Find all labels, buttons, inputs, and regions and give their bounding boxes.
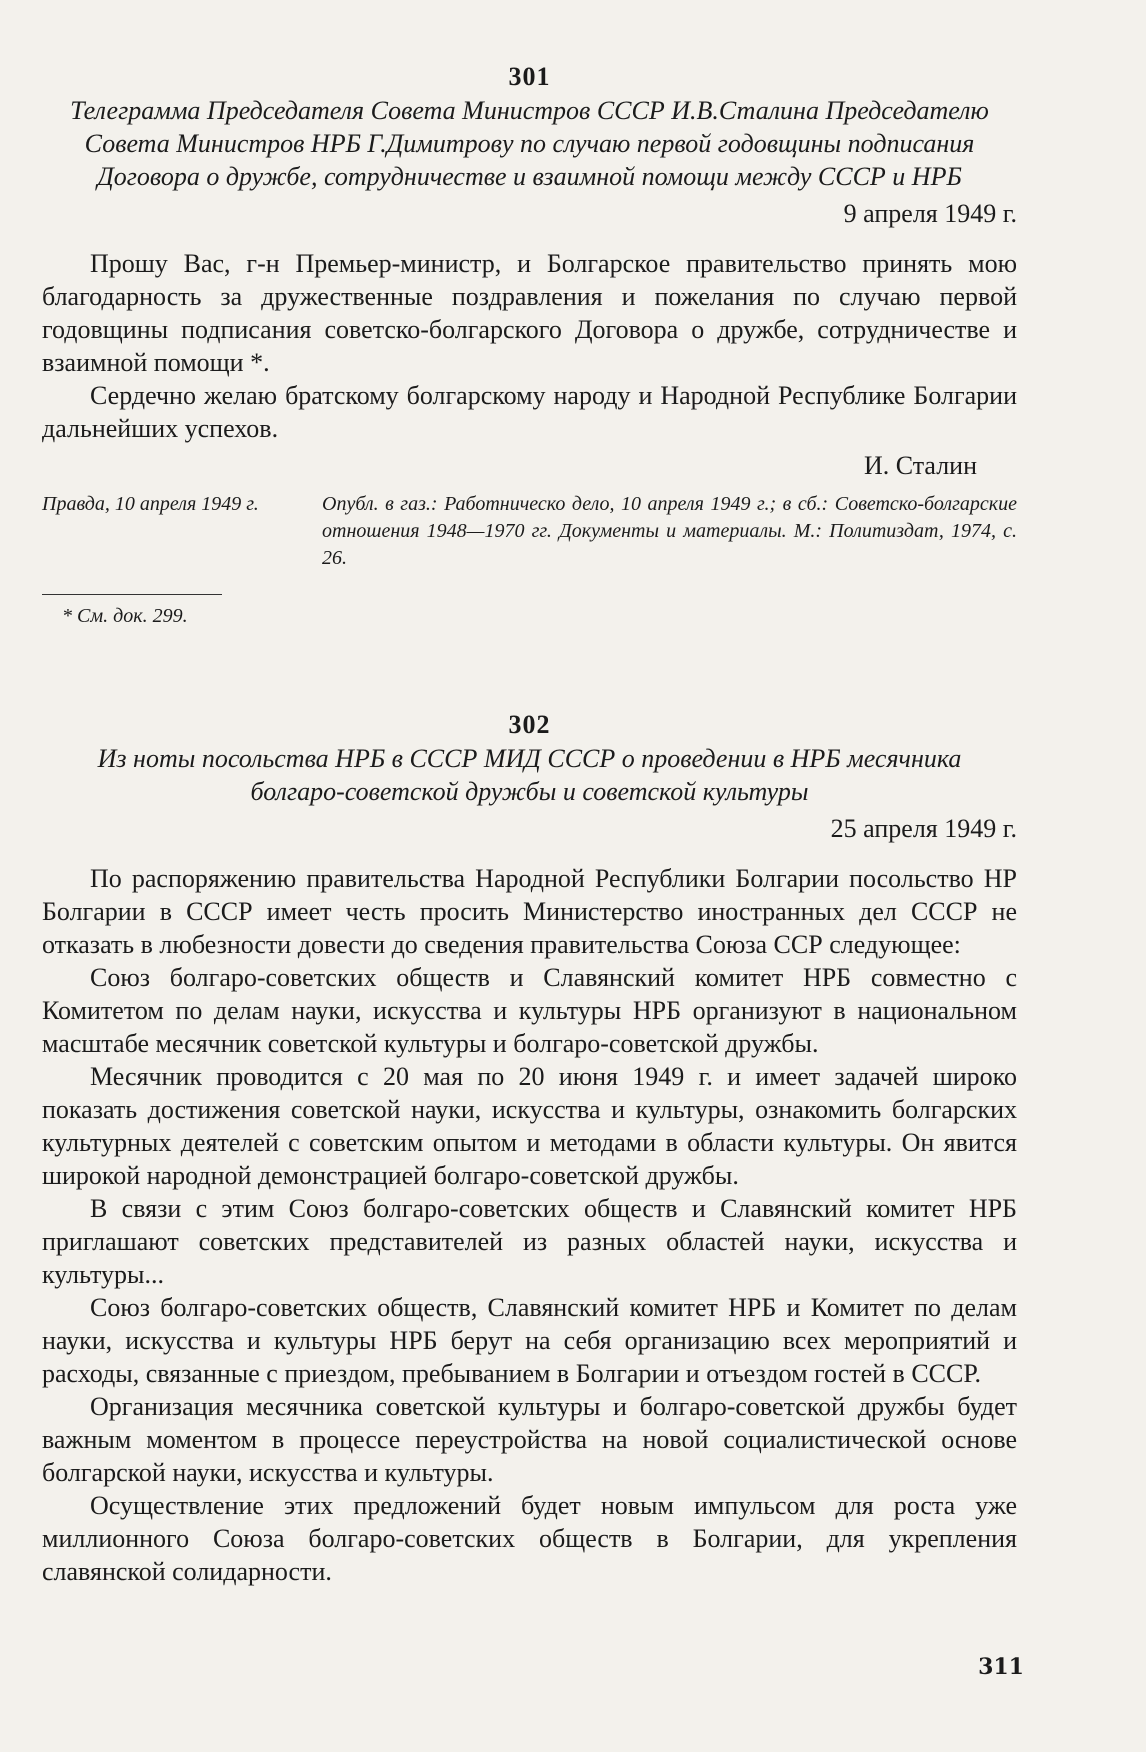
- paragraph: Союз болгаро-советских обществ и Славянский комитет НРБ совместно с Комитетом по делам науки, искусства и культуры НРБ организуют в национальном масштабе месячник советской культуры и болгаро-советской дружбы.: [42, 963, 1017, 1058]
- footnote-divider: [42, 594, 222, 595]
- page-number: 311: [978, 1654, 1024, 1680]
- paragraph: Осуществление этих предложений будет новым импульсом для роста уже миллионного Союза болгаро-советских обществ в Болгарии, для укрепления славянской солидарности.: [42, 1491, 1017, 1586]
- paragraph: Сердечно желаю братскому болгарскому народу и Народной Республике Болгарии дальнейших успехов.: [42, 381, 1017, 443]
- signature: И. Сталин: [863, 451, 977, 480]
- document-title: Из ноты посольства НРБ в СССР МИД СССР о проведении в НРБ месячника болгаро-советской дружбы и советской культуры: [97, 744, 962, 806]
- paragraph: Месячник проводится с 20 мая по 20 июня 1949 г. и имеет задачей широко показать достижения советской науки, искусства и культуры, ознакомить болгарских культурных деятелей с советским опытом и методами в области культуры. Он явится широкой народной демонстрацией болгаро-советской дружбы.: [42, 1062, 1017, 1190]
- paragraph: По распоряжению правительства Народной Республики Болгарии посольство НР Болгарии в СССР имеет честь просить Министерство иностранных дел СССР не отказать в любезности довести до сведения правительства Союза ССР следующее:: [42, 864, 1017, 959]
- document-number: 301: [508, 62, 551, 91]
- source-newspaper: Правда, 10 апреля 1949 г.: [42, 493, 259, 515]
- document-number: 302: [508, 710, 551, 739]
- paragraph: Союз болгаро-советских обществ, Славянский комитет НРБ и Комитет по делам науки, искусства и культуры НРБ берут на себя организацию всех мероприятий и расходы, связанные с приездом, пребыванием в Болгарии и отъездом гостей в СССР.: [42, 1293, 1017, 1388]
- paragraph: В связи с этим Союз болгаро-советских обществ и Славянский комитет НРБ приглашают советских представителей из разных областей науки, искусства и культуры...: [42, 1194, 1017, 1289]
- document-date: 9 апреля 1949 г.: [843, 199, 1017, 228]
- document-title: Телеграмма Председателя Совета Министров СССР И.В.Сталина Председателю Совета Министров НРБ Г.Димитрову по случаю первой годовщины подписания Договора о дружбе, сотрудничестве и взаимной помощи между СССР и НРБ: [70, 96, 989, 191]
- document-date: 25 апреля 1949 г.: [830, 814, 1017, 843]
- paragraph: Прошу Вас, г-н Премьер-министр, и Болгарское правительство принять мою благодарность за дружественные поздравления и пожелания по случаю первой годовщины подписания советско-болгарского Договора о дружбе, сотрудничестве и взаимной помощи *.: [42, 249, 1017, 377]
- source-publication: Опубл. в газ.: Работническо дело, 10 апреля 1949 г.; в сб.: Советско-болгарские отношения 1948—1970 гг. Документы и материалы. М.: Политиздат, 1974, с. 26.: [322, 493, 1017, 569]
- paragraph: Организация месячника советской культуры и болгаро-советской дружбы будет важным моментом в процессе переустройства на новой социалистической основе болгарской науки, искусства и культуры.: [42, 1392, 1017, 1487]
- source-block: [42, 491, 1017, 572]
- footnote: * См. док. 299.: [62, 605, 188, 627]
- page-content: [42, 62, 1017, 1588]
